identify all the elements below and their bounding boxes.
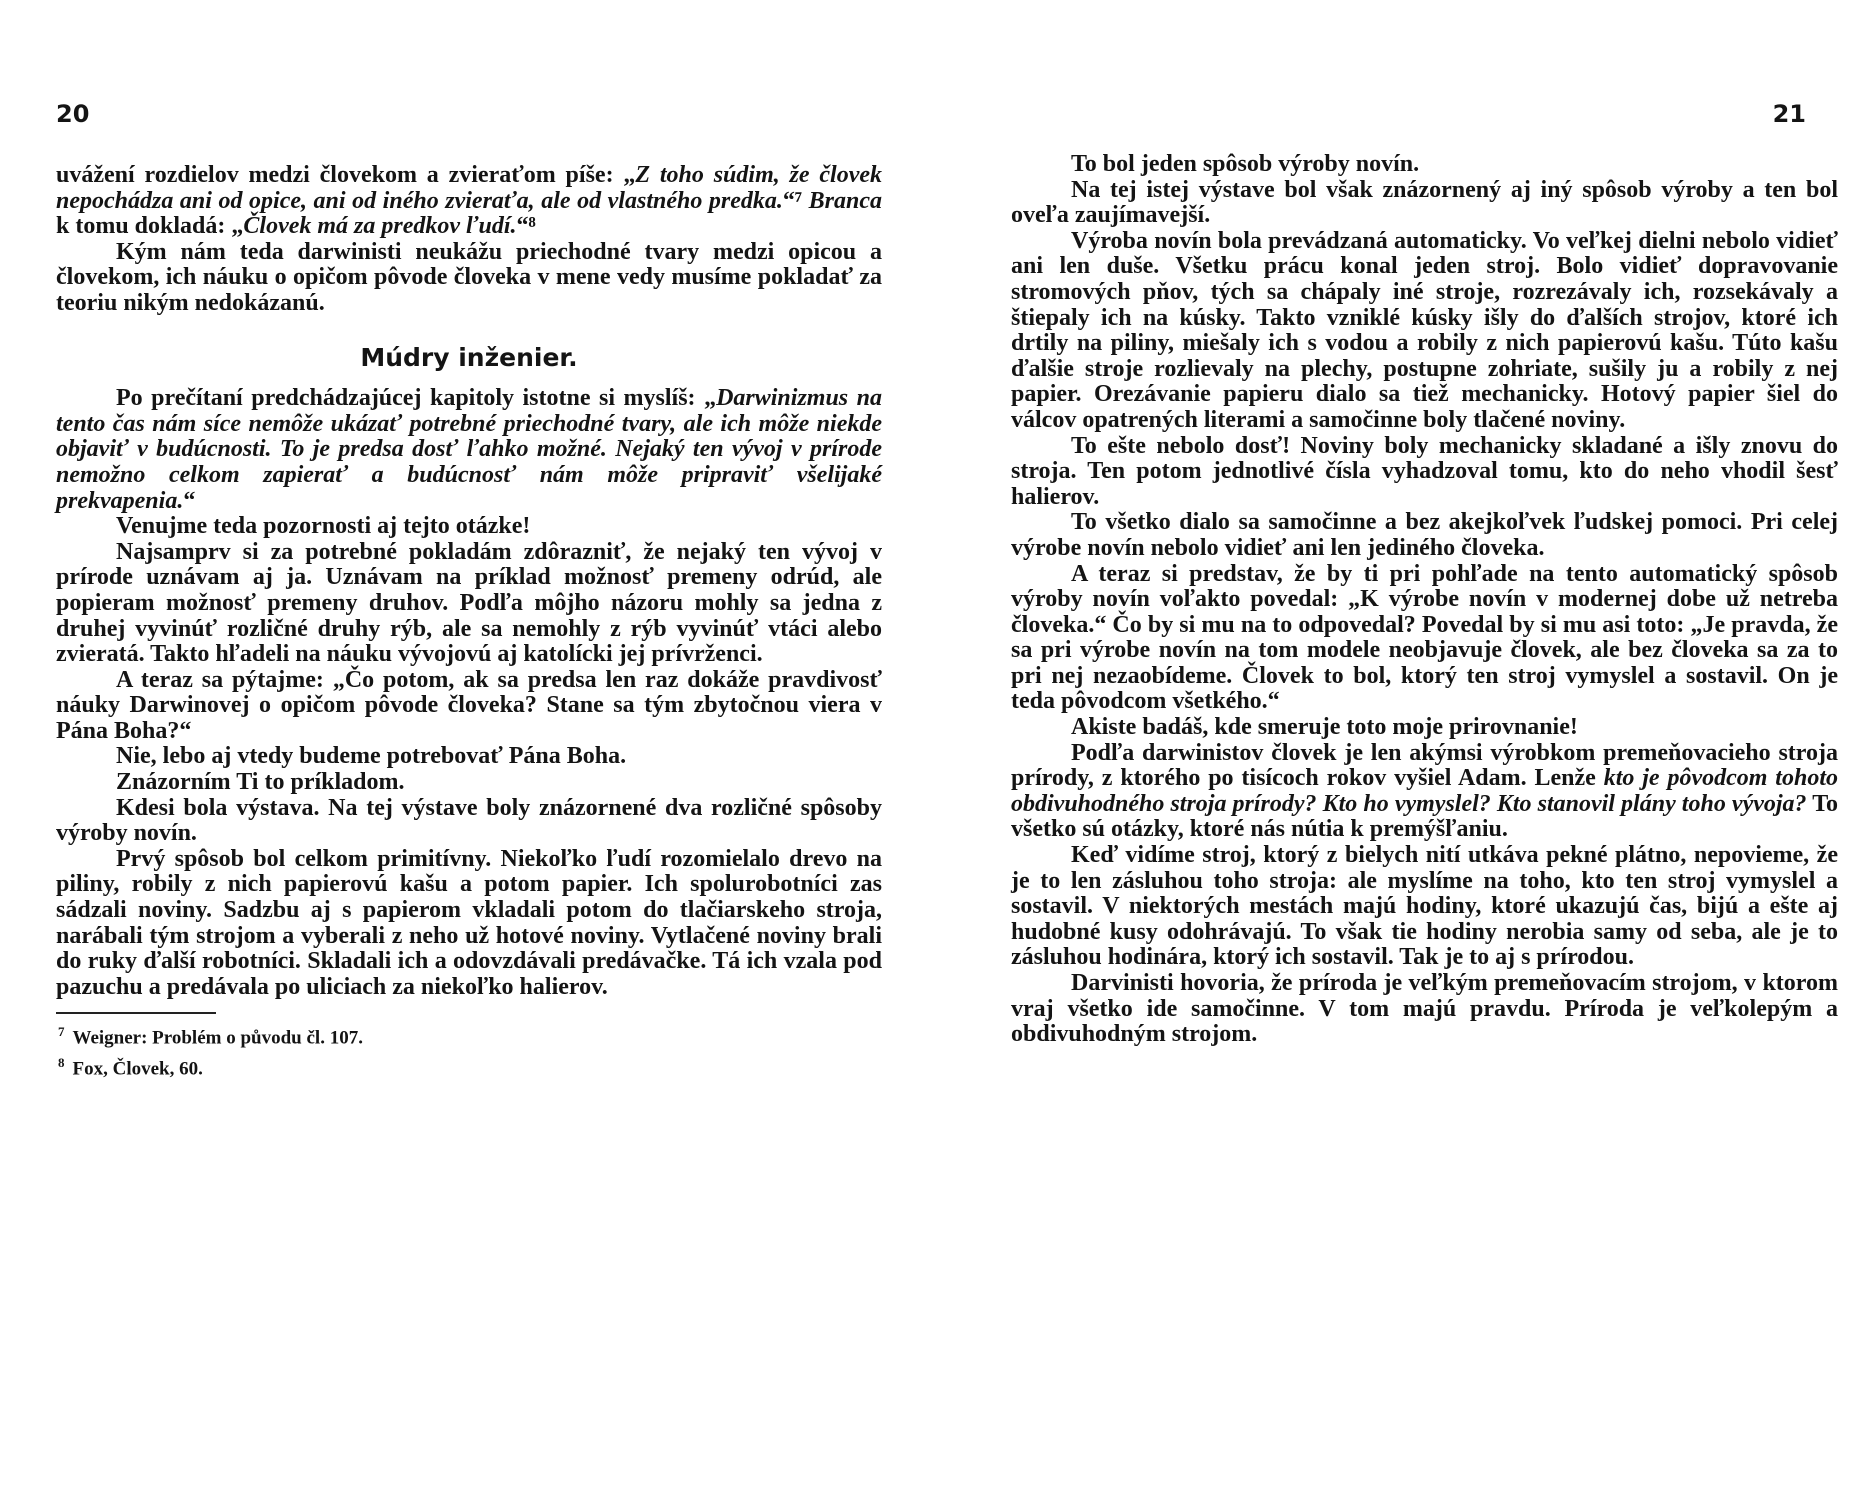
text-run: Kým nám teda darwinisti neukážu priechodné tvary medzi opicou a človekom, ich náuku o opičom pôvode človeka v mene vedy musíme pokladať za teoriu nikým nedokázanú. [56,238,882,316]
footnote-mark: 7 [58,1024,65,1040]
section-heading [56,342,882,372]
left-page-text [56,163,882,1081]
page-number-left: 20 [56,100,90,128]
paragraph [1011,741,1838,843]
text-run: uvážení rozdielov medzi človekom a zvieraťom píše: „ [56,162,636,188]
paragraph [1011,562,1838,716]
paragraph [56,796,882,847]
footnote-rule [56,1012,216,1014]
text-run: Výroba novín bola prevádzaná automaticky. Vo veľkej dielni nebolo vidieť ani len duše. Všetku prácu konal jeden stroj. Bolo vidieť dopravovanie stromových pňov, tých sa chápaly iné stroje, rozrezávaly ich, rozsekávaly a štiepaly ich na kúsky. Takto vzniklé kúsky išly do ďalších strojov, ktoré ich drtily na piliny, miešaly ich s vodou a robily z nich papierovú kašu. Túto kašu ďalšie stroje rozlievaly na plechy, postupne zohriate, sušily ju a robily z nej papier. Orezávanie papieru dialo sa tiež mechanicky. Hotový papier šiel do válcov opatrených literami a samočinne boly tlačené noviny. [1011,227,1838,433]
paragraph [56,540,882,668]
footnote-text: Fox, Človek, 60. [72,1058,203,1080]
right-page-text [1011,152,1838,1048]
text-run: Venujme teda pozornosti aj tejto otázke! [116,513,531,540]
paragraph [56,386,882,514]
text-run: Nie, lebo aj vtedy budeme potrebovať Pána Boha. [116,743,627,770]
paragraph [1011,971,1838,1048]
text-run: To všetko dialo sa samočinne a bez akejkoľvek ľudskej pomoci. Pri celej výrobe novín nebolo vidieť ani len jediného človeka. [1011,509,1838,561]
paragraph [56,240,882,317]
italic-text: Branca [808,187,883,214]
footnote-text: Weigner: Problém o původu čl. 107. [72,1027,363,1049]
paragraph [1011,510,1838,561]
text-run: Podľa darwinistov človek je len akýmsi výrobkom premeňovacieho stroja prírody, z ktorého po tisícoch rokov vyšiel Adam. Lenže [1011,739,1838,792]
page-number-right: 21 [1772,100,1806,128]
paragraph [1011,178,1838,229]
paragraph [1011,715,1838,741]
paragraph [56,514,882,540]
paragraph [56,744,882,770]
text-run: “ [183,487,196,514]
text-run: Znázorním Ti to príkladom. [116,769,405,796]
text-run: To všetko sú otázky, ktoré nás nútia k premýšľaniu. [1011,790,1839,843]
footnote [56,1051,882,1081]
paragraph [1011,843,1838,971]
text-run: To ešte nebolo dosť! Noviny boly mechanicky skladané a išly znovu do stroja. Ten potom jednotlivé čísla vyhadzoval tomu, kto do neho vhodil šesť halierov. [1011,432,1838,510]
paragraph [1011,229,1838,434]
footnote [56,1020,882,1050]
text-run: To bol jeden spôsob výroby novín. [1071,151,1420,177]
paragraph [56,163,882,240]
italic-text: kto je pôvodcom tohoto obdivuhodného stroja prírody? Kto ho vymyslel? Kto stanovil plány toho vývoja? [1011,765,1838,817]
text-run: Akiste badáš, kde smeruje toto moje prirovnanie! [1071,714,1578,741]
italic-text: Darwinizmus na tento čas nám síce nemôže ukázať potrebné priechodné tvary, ale ich môže niekde objaviť v budúcnosti. To je predsa dosť ľahko možné. Nejaký ten vývoj v prírode nemožno celkom zapierať a budúcnosť nám môže pripraviť všelijaké prekvapenia. [56,385,883,514]
text-run: A teraz si predstav, že by ti pri pohľade na tento automatický spôsob výroby novín voľakto povedal: „K výrobe novín v modernej dobe už netreba človeka.“ Čo by si mu na to odpovedal? Povedal by si mu asi toto: „Je pravda, že sa pri výrobe novín na tom modele neobjavuje človek, ale bez človeka sa za to pri nej nezaobídeme. Človek to bol, ktorý ten stroj vymyslel a sostavil. On je teda pôvodcom všetkého.“ [1011,560,1838,715]
text-run: Darvinisti hovoria, že príroda je veľkým premeňovacím strojom, v ktorom vraj všetko ide samočinne. V tom majú pravdu. Príroda je veľkolepým a obdivuhodným strojom. [1011,970,1838,1048]
italic-text: Človek má za predkov ľudí. [243,213,517,240]
paragraph [1011,152,1838,178]
italic-text: Z toho súdim, že človek nepochádza ani od opice, ani od iného zvieraťa, ale od vlastného predka. [56,162,882,214]
paragraph [56,668,882,745]
text-run: A teraz sa pýtajme: „Čo potom, ak sa predsa len raz dokáže pravdivosť náuky Darwinovej o opičom pôvode človeka? Stane sa tým zbytočnou viera v Pána Boha?“ [56,666,882,744]
paragraph [56,847,882,1001]
text-run: Prvý spôsob bol celkom primitívny. Niekoľko ľudí rozomielalo drevo na piliny, robily z nich papierovú kašu a potom papier. Ich spolurobotníci zas sádzali noviny. Sadzbu aj s papierom vkladali potom do tlačiarskeho stroja, narábali tým strojom a vyberali z neho už hotové noviny. Vytlačené noviny brali do ruky ďalší robotníci. Skladali ich a odovzdávali predávačke. Tá ich vzala pod pazuchu a predávala po uliciach za niekoľko halierov. [56,845,882,1000]
text-run: Kdesi bola výstava. Na tej výstave boly znázornené dva rozličné spôsoby výroby novín. [56,794,882,847]
footnote-mark: 8 [58,1054,65,1070]
text-run: k tomu dokladá: „ [56,213,244,240]
text-run: “⁷ [782,187,809,214]
right-page [931,0,1862,1500]
text-run: Múdry inženier. [360,342,578,372]
text-run: Po prečítaní predchádzajúcej kapitoly istotne si myslíš: „ [116,385,717,412]
paragraph [1011,434,1838,511]
text-run: Na tej istej výstave bol však znázornený aj iný spôsob výroby a ten bol oveľa zaujímavejší. [1011,176,1838,229]
text-run: Keď vidíme stroj, ktorý z bielych nití utkáva pekné plátno, nepovieme, že je to len zásluhou toho stroja: ale myslíme na toho, kto ten stroj vymyslel a sostavil. V niektorých mestách majú hodiny, ktoré ukazujú čas, bijú a ešte aj hudobné kusy odohrávajú. To však tie hodiny nerobia samy od seba, ale je to zásluhou hodinára, ktorý ich sostavil. Tak je to aj s prírodou. [1011,842,1838,971]
paragraph [56,770,882,796]
text-run: “⁸ [516,213,536,240]
text-run: Najsamprv si za potrebné pokladám zdôrazniť, že nejaký ten vývoj v prírode uznávam aj ja. Uznávam na príklad možnosť premeny odrúd, ale popieram možnosť premeny druhov. Podľa môjho názoru mohly sa jedna z druhej vyvinúť rozličné druhy rýb, ale sa nemohly z rýb vyvinúť vtáci alebo zvieratá. Takto hľadeli na náuku vývojovú aj katolícki jej prívrženci. [56,538,882,668]
